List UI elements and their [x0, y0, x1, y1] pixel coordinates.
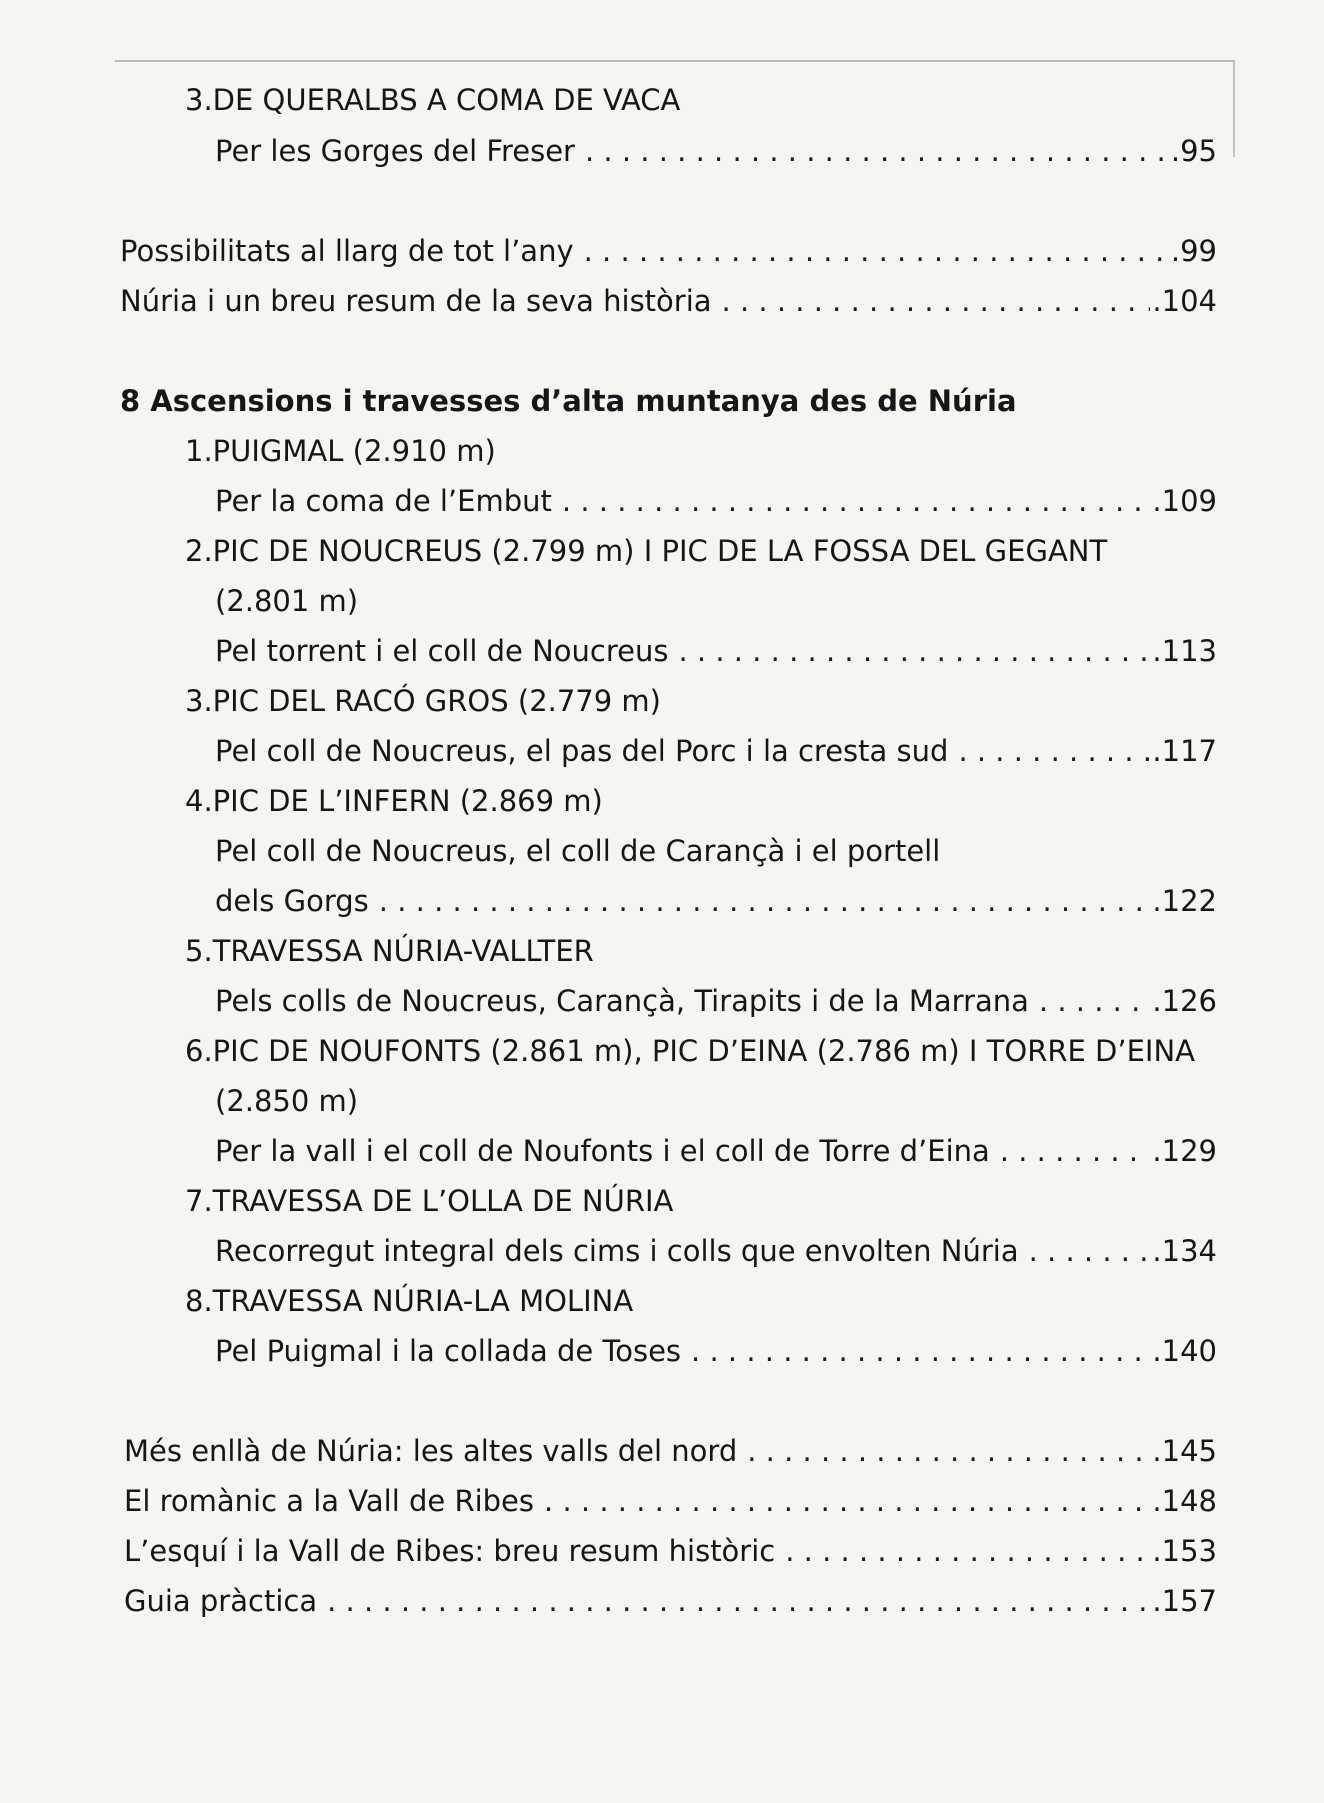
toc-item-route: Pel coll de Noucreus, el pas del Porc i la cresta sud . . . .117 — [215, 733, 1217, 771]
toc-item-entry: Possibilitats al llarg de tot l’any . . . .99 — [120, 233, 1217, 271]
toc-item-entry: L’esquí i la Vall de Ribes: breu resum històric . . . .153 — [124, 1533, 1217, 1571]
dot-leader — [958, 733, 1150, 769]
page-number: .99 — [1170, 234, 1217, 268]
toc-item-entry: Més enllà de Núria: les altes valls del nord . . . .145 — [124, 1433, 1217, 1471]
page-number: .153 — [1152, 1534, 1217, 1568]
dot-leader — [1039, 983, 1151, 1019]
toc-item-route: Pel coll de Noucreus, el coll de Carançà i el portell — [215, 834, 941, 868]
toc-item-route-cont: dels Gorgs . . . .122 — [215, 883, 1217, 921]
dot-leader — [544, 1483, 1150, 1519]
dot-leader — [585, 133, 1169, 169]
toc-item-route: Recorregut integral dels cims i colls que envolten Núria . . . .134 — [215, 1233, 1217, 1271]
page-number: .126 — [1152, 984, 1217, 1018]
route-text: Per les Gorges del Freser — [215, 134, 575, 168]
toc-item-entry: El romànic a la Vall de Ribes . . . .148 — [124, 1483, 1217, 1521]
toc-item-title: 7.TRAVESSA DE L’OLLA DE NÚRIA — [185, 1184, 674, 1218]
toc-item-route: Pel Puigmal i la collada de Toses . . . .140 — [215, 1333, 1217, 1371]
toc-item-title-cont: (2.801 m) — [215, 584, 359, 618]
page-number: .148 — [1152, 1484, 1217, 1518]
toc-item-title-cont: (2.850 m) — [215, 1084, 359, 1118]
toc-item-route: Pel torrent i el coll de Noucreus . . . .113 — [215, 633, 1217, 671]
dot-leader — [722, 283, 1151, 319]
page-number: .113 — [1152, 634, 1217, 668]
page-number: .95 — [1170, 134, 1217, 168]
toc-item-title: 1.PUIGMAL (2.910 m) — [185, 434, 496, 468]
toc-item-title: 8.TRAVESSA NÚRIA-LA MOLINA — [185, 1284, 634, 1318]
toc-item-route: Per la coma de l’Embut . . . .109 — [215, 483, 1217, 521]
page-number: .145 — [1152, 1434, 1217, 1468]
dot-leader — [584, 233, 1169, 269]
dot-leader — [691, 1333, 1150, 1369]
toc-item-title: 6.PIC DE NOUFONTS (2.861 m), PIC D’EINA (2.786 m) I TORRE D’EINA — [185, 1034, 1196, 1068]
page-number: .129 — [1152, 1134, 1217, 1168]
toc-item-title: 5.TRAVESSA NÚRIA-VALLTER — [185, 934, 594, 968]
toc-item-title: 4.PIC DE L’INFERN (2.869 m) — [185, 784, 603, 818]
dot-leader — [747, 1433, 1150, 1469]
toc-item-title: 3.DE QUERALBS A COMA DE VACA — [185, 83, 681, 117]
page-number: .117 — [1152, 734, 1217, 768]
page-number: .104 — [1152, 284, 1217, 318]
page-number: .122 — [1152, 884, 1217, 918]
page-number: .134 — [1152, 1234, 1217, 1268]
toc-item-entry: Núria i un breu resum de la seva història . . . .104 — [120, 283, 1217, 321]
toc-item-title: 2.PIC DE NOUCREUS (2.799 m) I PIC DE LA FOSSA DEL GEGANT — [185, 534, 1108, 568]
toc-item-route: Per la vall i el coll de Noufonts i el coll de Torre d’Eina . . . .129 — [215, 1133, 1217, 1171]
dot-leader — [678, 633, 1150, 669]
toc-item-entry: Guia pràctica . . . .157 — [124, 1583, 1217, 1621]
chapter-heading: 8 Ascensions i travesses d’alta muntanya des de Núria — [120, 384, 1017, 418]
toc-item-route: Pels colls de Noucreus, Carançà, Tirapits i de la Marrana . . . .126 — [215, 983, 1217, 1021]
dot-leader — [1029, 1233, 1151, 1269]
dot-leader — [379, 883, 1151, 919]
dot-leader — [785, 1533, 1150, 1569]
toc-item-title: 3.PIC DEL RACÓ GROS (2.779 m) — [185, 684, 661, 718]
page-number: .140 — [1152, 1334, 1217, 1368]
page-number: .157 — [1152, 1584, 1217, 1618]
page-number: .109 — [1152, 484, 1217, 518]
toc-item-route — [215, 133, 1217, 171]
dot-leader — [327, 1583, 1150, 1619]
dot-leader — [562, 483, 1151, 519]
dot-leader — [1000, 1133, 1151, 1169]
